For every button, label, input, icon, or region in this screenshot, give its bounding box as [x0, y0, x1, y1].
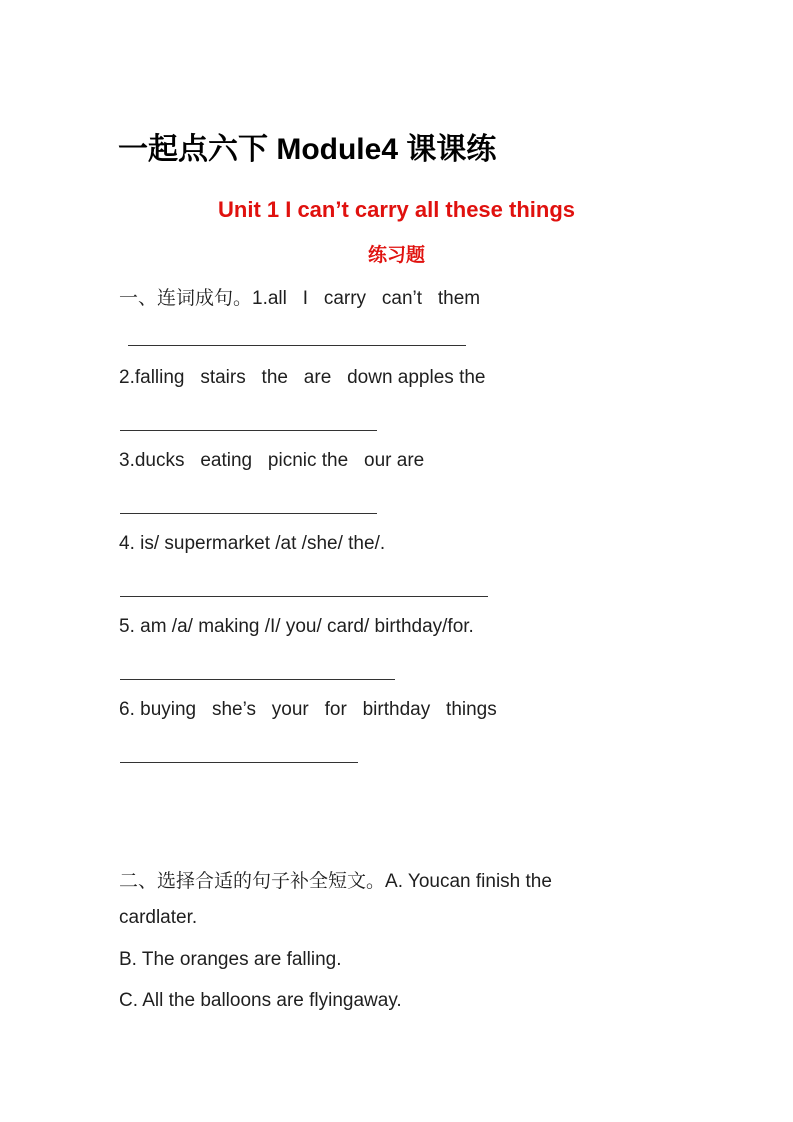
- question-1-row: [119, 283, 480, 310]
- answer-blank-3[interactable]: [120, 513, 377, 514]
- question-6-text: 6. buying she’s your for birthday things: [119, 699, 497, 720]
- option-a-text: A. Youcan finish the: [385, 871, 552, 892]
- answer-blank-4[interactable]: [120, 596, 488, 597]
- section-2-row: [119, 866, 552, 893]
- answer-blank-6[interactable]: [120, 762, 358, 763]
- option-b-text: B. The oranges are falling.: [119, 949, 342, 970]
- option-a-continued: cardlater.: [119, 907, 198, 928]
- section-2-heading: 二、选择合适的句子补全短文。: [119, 871, 386, 892]
- exercise-subtitle: 练习题: [367, 245, 425, 266]
- question-5-text: 5. am /a/ making /I/ you/ card/ birthday/for.: [119, 616, 474, 637]
- question-3-text: 3.ducks eating picnic the our are: [119, 450, 425, 471]
- worksheet-title: 一起点六下 Module4 课课练: [118, 133, 497, 166]
- answer-blank-2[interactable]: [120, 430, 377, 431]
- option-c-text: C. All the balloons are flyingaway.: [119, 990, 402, 1011]
- question-4-text: 4. is/ supermarket /at /she/ the/.: [119, 533, 386, 554]
- section-1-heading: 一、连词成句。: [119, 288, 253, 309]
- question-1-text: 1.all I carry can’t them: [252, 288, 481, 309]
- question-2-text: 2.falling stairs the are down apples the: [119, 367, 486, 388]
- answer-blank-1[interactable]: [128, 345, 466, 346]
- answer-blank-5[interactable]: [120, 679, 395, 680]
- unit-title: Unit 1 I can’t carry all these things: [218, 197, 575, 222]
